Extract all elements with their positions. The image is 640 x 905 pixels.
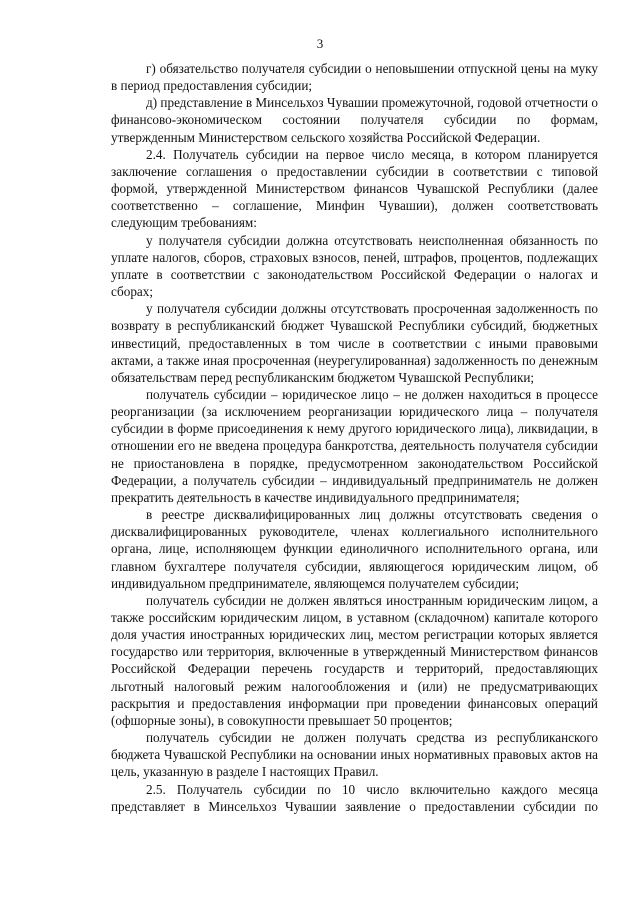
document-body — [111, 60, 598, 815]
paragraph-item-d: д) представление в Минсельхоз Чувашии промежуточной, годовой отчетности о финансово-экономическом состоянии получателя субсидии по формам, утвержденным Министерством сельского хозяйства Российской Федерации. — [111, 95, 598, 145]
paragraph-2-4: 2.4. Получатель субсидии на первое число месяца, в котором планируется заключение соглашения о предоставлении субсидии в соответствии с типовой формой, утвержденной Министерством финансов Чувашской Республики (далее соответственно – соглашение, Минфин Чувашии), должен соответствовать следующим требованиям: — [111, 146, 598, 231]
requirement-not-foreign-entity: получатель субсидии не должен являться иностранным юридическим лицом, а также российским юридическим лицом, в уставном (складочном) капитале которого доля участия иностранных юридических лиц, местом регистрации которых является государство или территория, включенные в утвержденный Министерством финансов Российской Федерации перечень государств и территорий, предоставляющих льготный налоговый режим налогообложения и (или) не предусматривающих раскрытия и предоставления информации при проведении финансовых операций (офшорные зоны), в совокупности превышает 50 процентов; — [111, 592, 598, 728]
paragraph-2-5: 2.5. Получатель субсидии по 10 число включительно каждого месяца представляет в Минсельхоз Чувашии заявление о предоставлении субсидии по — [111, 781, 598, 814]
requirement-budget-debt: у получателя субсидии должны отсутствовать просроченная задолженность по возврату в республиканский бюджет Чувашской Республики субсидий, бюджетных инвестиций, предоставленных в том числе в соответствии с иными правовыми актами, а также иная просроченная (неурегулированная) задолженность по денежным обязательствам перед республиканским бюджетом Чувашской Республики; — [111, 301, 598, 385]
requirement-no-other-funds: получатель субсидии не должен получать средства из республиканского бюджета Чувашской Республики на основании иных нормативных правовых актов на цель, указанную в разделе I настоящих Правил. — [111, 730, 598, 780]
requirement-tax-debt: у получателя субсидии должна отсутствовать неисполненная обязанность по уплате налогов, сборов, страховых взносов, пеней, штрафов, процентов, подлежащих уплате в соответствии с законодательством Российской Федерации о налогах и сборах; — [111, 232, 598, 300]
page-number: 3 — [316, 36, 324, 51]
requirement-no-reorganization: получатель субсидии – юридическое лицо – не должен находиться в процессе реорганизации (за исключением реорганизации юридического лица – получателя субсидии в форме присоединения к нему другого юридического лица), ликвидации, в отношении его не введена процедура банкротства, деятельность получателя субсидии не приостановлена в порядке, предусмотренном законодательством Российской Федерации, а получатель субсидии – индивидуальный предприниматель не должен прекратить деятельность в качестве индивидуального предпринимателя; — [111, 386, 598, 505]
requirement-disqualification-register: в реестре дисквалифицированных лиц должны отсутствовать сведения о дисквалифицированных руководителе, членах коллегиального исполнительного органа, лице, исполняющем функции единоличного исполнительного органа, или главном бухгалтере получателя субсидии, являющегося юридическим лицом, об индивидуальном предпринимателе, являющемся получателем субсидии; — [111, 507, 598, 591]
paragraph-item-g: г) обязательство получателя субсидии о неповышении отпускной цены на муку в период предоставления субсидии; — [111, 61, 598, 94]
